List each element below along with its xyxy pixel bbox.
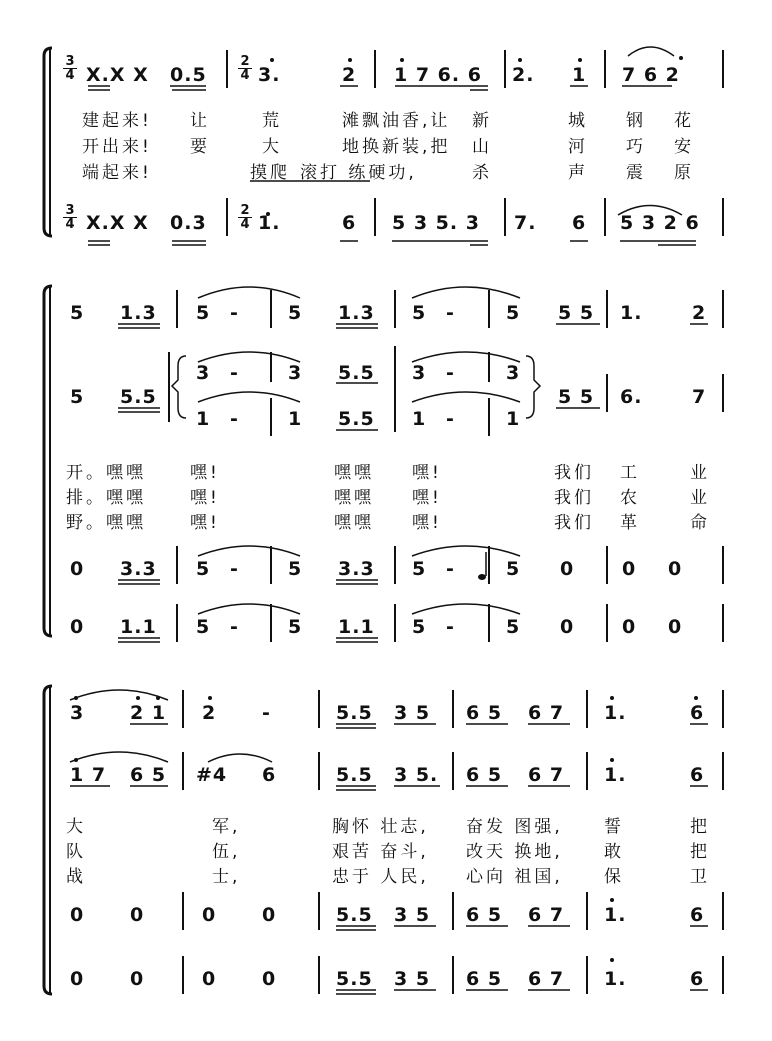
lyric-text: 我们 (554, 488, 594, 508)
note-group: - (446, 362, 455, 384)
time-signature-change: 2 4 (238, 55, 252, 82)
lyric-text: 我们 (554, 463, 594, 483)
barline (452, 752, 454, 790)
note-group: 0 (622, 616, 637, 638)
note-group: 6 (342, 212, 357, 234)
note-group: 1 (288, 408, 303, 430)
note-group: 3 (196, 362, 211, 384)
note-group: 0 (560, 616, 575, 638)
note-group: 2 (342, 64, 357, 86)
lyric-text: 杀 (472, 163, 492, 183)
note-group: 6 (262, 764, 277, 786)
note-group: 3. (258, 64, 281, 86)
note-group: 2 1 (130, 702, 167, 724)
note-group: 0 (622, 558, 637, 580)
lyric-text: 让 (190, 111, 210, 131)
lyric-text: 奋发 图强, (466, 817, 563, 837)
note-group: 5 (506, 616, 521, 638)
note-group: 5.5 (336, 764, 373, 786)
lyric-text: 城 (568, 111, 588, 131)
note-group: 3 5 (394, 702, 431, 724)
note-group: 6 5 (130, 764, 167, 786)
lyric-text: 安 (674, 137, 694, 157)
note-group: X.X X (86, 64, 149, 86)
note-group: 3.3 (120, 558, 157, 580)
barline (182, 690, 184, 728)
lyric-text: 山 (472, 137, 492, 157)
note-group: - (230, 302, 239, 324)
lyric-text: 开。嘿嘿 (66, 463, 146, 483)
lyric-text: 把 (690, 842, 710, 862)
lyric-text: 嘿! (190, 463, 220, 483)
barline (722, 892, 724, 930)
note-group: 6 7 (528, 764, 565, 786)
lyric-text: 大 (66, 817, 86, 837)
barline (182, 956, 184, 994)
note-group: - (230, 616, 239, 638)
note-group: 1 (572, 64, 587, 86)
note-group: #4 (196, 764, 228, 786)
lyric-text: 地换新装,把 (342, 137, 451, 157)
note-group: 5 5 (558, 302, 595, 324)
note-group: 0 (202, 904, 217, 926)
note-group: 3 (506, 362, 521, 384)
note-group: 5.5 (338, 408, 375, 430)
note-group: 5 3 5. 3 (392, 212, 480, 234)
barline (182, 892, 184, 930)
lyric-text: 工 (620, 463, 640, 483)
lyric-text: 荒 (262, 111, 282, 131)
lyric-text: 摸爬 (250, 163, 290, 183)
note-group: 5 (70, 386, 85, 408)
barline (586, 752, 588, 790)
note-group: 1. (604, 968, 627, 990)
barline (586, 892, 588, 930)
note-group: 1.3 (120, 302, 157, 324)
note-group: 0 (130, 904, 145, 926)
lyric-text: 革 (620, 513, 640, 533)
note-group: 1 (506, 408, 521, 430)
note-group: 5 (506, 302, 521, 324)
note-group: 1 7 6. 6 (394, 64, 482, 86)
lyric-text: 队 (66, 842, 86, 862)
barline (586, 956, 588, 994)
lyric-text: 滚打 练硬功, (300, 163, 417, 183)
lyric-text: 改天 换地, (466, 842, 563, 862)
note-group: 6 7 (528, 968, 565, 990)
note-group: 5 (412, 558, 427, 580)
note-group: 0 (262, 968, 277, 990)
note-group: 6 5 (466, 764, 503, 786)
note-group: 0 (130, 968, 145, 990)
note-group: 5 (288, 558, 303, 580)
lyric-text: 端起来! (82, 163, 152, 183)
note-group: - (446, 558, 455, 580)
note-group: 0.3 (170, 212, 207, 234)
barline (452, 690, 454, 728)
note-group: 5.5 (120, 386, 157, 408)
lyric-text: 大 (262, 137, 282, 157)
note-group: - (230, 362, 239, 384)
note-group: 0 (70, 616, 85, 638)
note-group: 3 5 (394, 968, 431, 990)
note-group: 6 7 (528, 904, 565, 926)
note-group: 3.3 (338, 558, 375, 580)
lyric-text: 建起来! (82, 111, 152, 131)
note-group: 3 5 (394, 904, 431, 926)
note-group: 5 (288, 302, 303, 324)
lyric-text: 卫 (690, 867, 710, 887)
note-group: 3 (288, 362, 303, 384)
note-group: 0 (70, 968, 85, 990)
time-signature-change: 2 4 (238, 204, 252, 231)
lyric-text: 敢 (604, 842, 624, 862)
note-group: - (230, 408, 239, 430)
barline (452, 956, 454, 994)
note-group: 6 7 (528, 702, 565, 724)
note-group: 3 (412, 362, 427, 384)
note-group: 6 5 (466, 702, 503, 724)
note-group: 0 (70, 558, 85, 580)
lyric-text: 我们 (554, 513, 594, 533)
note-group: 0 (668, 616, 683, 638)
note-group: 1. (604, 764, 627, 786)
note-group: 5.5 (336, 702, 373, 724)
note-group: 6 5 (466, 904, 503, 926)
lyric-text: 要 (190, 137, 210, 157)
note-group: 1 (196, 408, 211, 430)
lyric-text: 心向 祖国, (466, 867, 563, 887)
note-group: 2 (202, 702, 217, 724)
note-group: X.X X (86, 212, 149, 234)
lyric-text: 钢 (626, 111, 646, 131)
lyric-text: 把 (690, 817, 710, 837)
lyric-text: 嘿! (190, 513, 220, 533)
lyric-text: 声 (568, 163, 588, 183)
note-group: 5 (412, 302, 427, 324)
lyric-text: 业 (690, 463, 710, 483)
barline (722, 690, 724, 728)
lyric-text: 农 (620, 488, 640, 508)
note-group: 1 (412, 408, 427, 430)
lyric-text: 嘿! (190, 488, 220, 508)
lyric-text: 嘿嘿 (334, 488, 374, 508)
lyric-text: 嘿嘿 (334, 463, 374, 483)
note-group: 1. (620, 302, 643, 324)
lyric-text: 誓 (604, 817, 624, 837)
note-group: 6 (690, 764, 705, 786)
lyric-text: 野。嘿嘿 (66, 513, 146, 533)
note-group: - (446, 616, 455, 638)
note-group: - (446, 408, 455, 430)
upper-time-signature: 3 4 (63, 55, 77, 82)
note-group: 5 (288, 616, 303, 638)
barline (182, 752, 184, 790)
lyric-text: 滩飘油香,让 (342, 111, 451, 131)
lyric-text: 新 (472, 111, 492, 131)
note-group: 7 (692, 386, 707, 408)
note-group: 6 (690, 968, 705, 990)
lyric-text: 军, (212, 817, 241, 837)
note-group: 0 (668, 558, 683, 580)
note-group: 0 (262, 904, 277, 926)
lyric-text: 震 (626, 163, 646, 183)
barline (318, 690, 320, 728)
note-group: 1. (604, 702, 627, 724)
lyric-text: 嘿! (412, 488, 442, 508)
note-group: 1.1 (338, 616, 375, 638)
note-group: 0 (202, 968, 217, 990)
lyric-text: 忠于 人民, (332, 867, 429, 887)
barline (318, 752, 320, 790)
note-group: 5 (506, 558, 521, 580)
note-group: 1. (258, 212, 281, 234)
barline (318, 892, 320, 930)
note-group: - (230, 558, 239, 580)
barline (452, 892, 454, 930)
note-group: 0 (70, 904, 85, 926)
note-group: 2 (692, 302, 707, 324)
note-group: 5 5 (558, 386, 595, 408)
note-group: - (262, 702, 271, 724)
lyric-text: 巧 (626, 137, 646, 157)
lyric-text: 嘿! (412, 463, 442, 483)
lyric-text: 士, (212, 867, 241, 887)
note-group: 6 (572, 212, 587, 234)
note-group: 0.5 (170, 64, 207, 86)
note-group: 2. (512, 64, 535, 86)
note-group: 5.5 (336, 968, 373, 990)
barline (722, 752, 724, 790)
note-group: - (446, 302, 455, 324)
note-group: 5 (412, 616, 427, 638)
lower-time-signature: 3 4 (63, 204, 77, 231)
note-group: 6 (690, 702, 705, 724)
lyric-text: 花 (674, 111, 694, 131)
note-group: 3 5. (394, 764, 439, 786)
note-group: 1. (604, 904, 627, 926)
note-group: 3 (70, 702, 85, 724)
note-group: 6. (620, 386, 643, 408)
barline (722, 956, 724, 994)
lyric-text: 战 (66, 867, 86, 887)
note-group: 6 5 (466, 968, 503, 990)
lyric-text: 胸怀 壮志, (332, 817, 429, 837)
note-group: 5 (70, 302, 85, 324)
note-group: 5 (196, 558, 211, 580)
lyric-text: 命 (690, 513, 710, 533)
lyric-text: 河 (568, 137, 588, 157)
note-group: 5 (196, 302, 211, 324)
note-group: 5 (196, 616, 211, 638)
note-group: 1.1 (120, 616, 157, 638)
note-group: 7 6 2 (622, 64, 680, 86)
note-group: 7. (514, 212, 537, 234)
lyric-text: 开出来! (82, 137, 152, 157)
lyric-text: 伍, (212, 842, 241, 862)
lyric-text: 排。嘿嘿 (66, 488, 146, 508)
lyric-text: 嘿! (412, 513, 442, 533)
note-group: 5 3 2 6 (620, 212, 700, 234)
note-group: 6 (690, 904, 705, 926)
lyric-text: 嘿嘿 (334, 513, 374, 533)
note-group: 5.5 (338, 362, 375, 384)
lyric-text: 保 (604, 867, 624, 887)
note-group: 1.3 (338, 302, 375, 324)
lyric-text: 原 (674, 163, 694, 183)
barline (586, 690, 588, 728)
note-group: 5.5 (336, 904, 373, 926)
lyric-text: 艰苦 奋斗, (332, 842, 429, 862)
barline (318, 956, 320, 994)
note-group: 1 7 (70, 764, 107, 786)
lyric-text: 业 (690, 488, 710, 508)
note-group: 0 (560, 558, 575, 580)
